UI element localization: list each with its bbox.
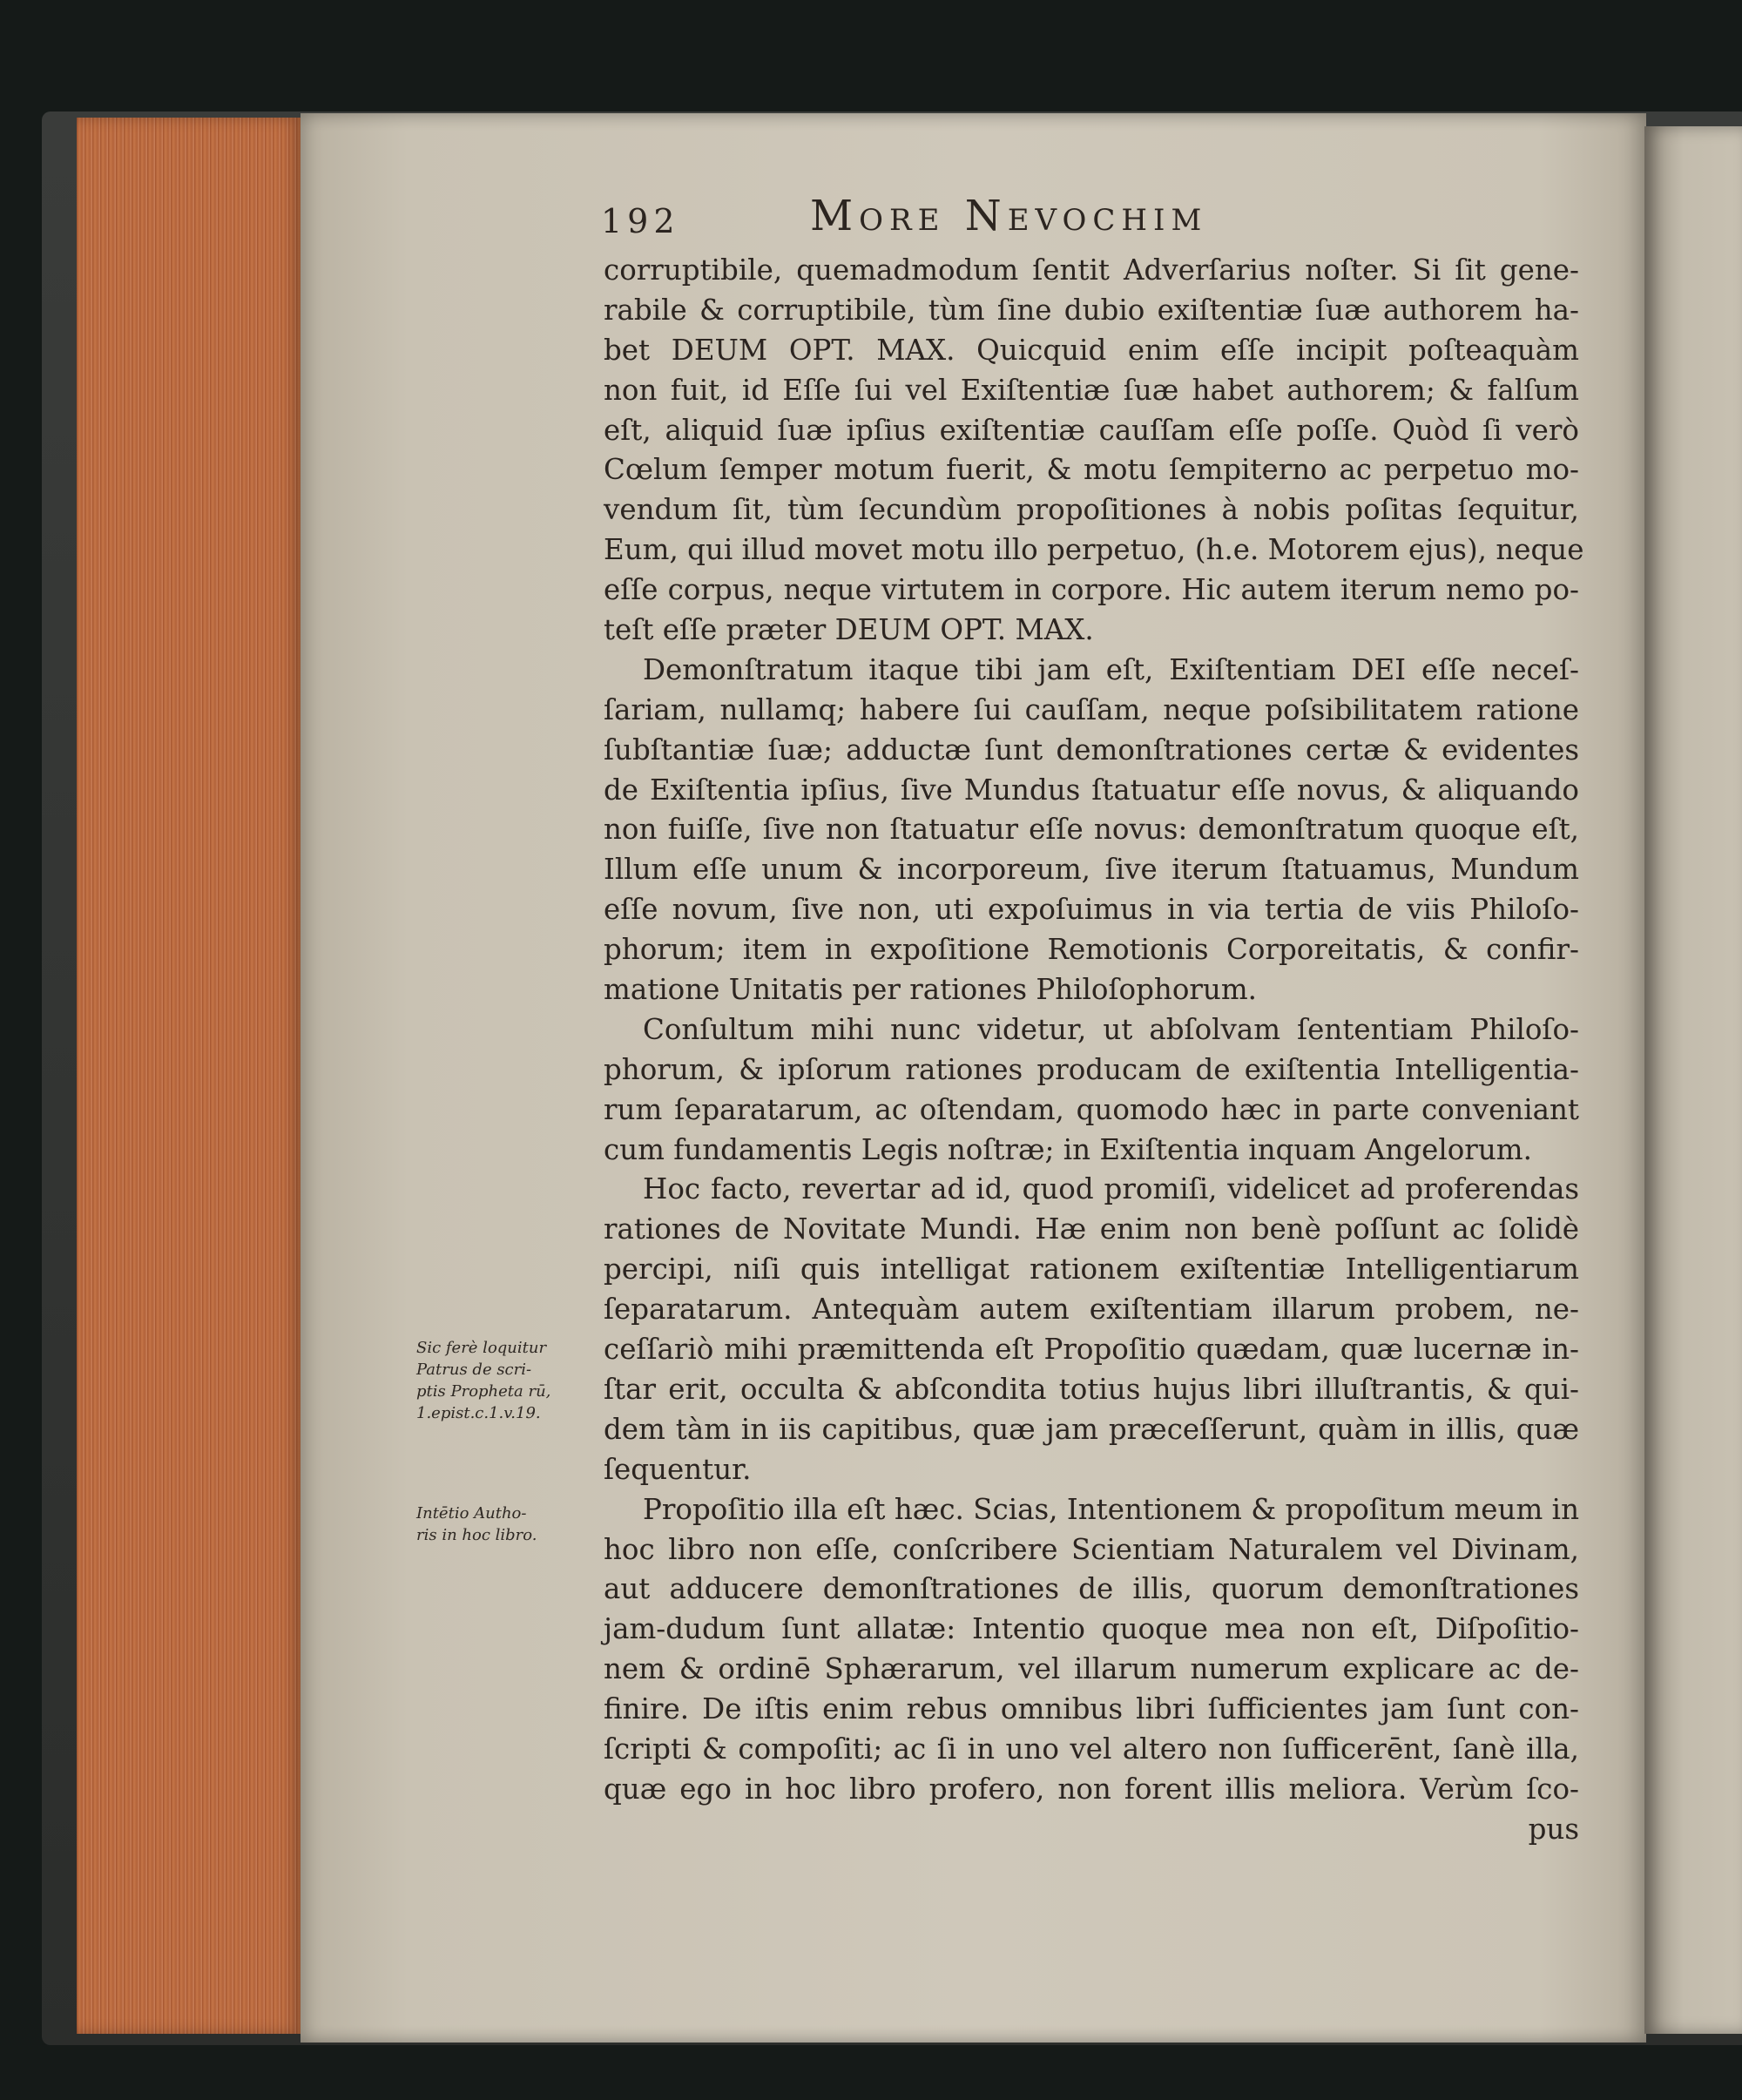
text-line: eſt, aliquid ſuæ ipſius exiſtentiæ cauſſam eſſe poſſe. Quòd ſi verò <box>604 413 1579 447</box>
text-line: jam-dudum ſunt allatæ: Intentio quoque mea non eſt, Diſpoſitio- <box>604 1612 1579 1646</box>
text-line: bet DEUM OPT. MAX. Quicquid enim eſſe incipit poſteaquàm <box>604 333 1579 367</box>
text-line: quæ ego in hoc libro profero, non forent illis meliora. Verùm ſco- <box>604 1772 1579 1806</box>
text-line: ſtar erit, occulta & abſcondita totius hujus libri illuſtrantis, & qui- <box>604 1372 1579 1406</box>
page-number: 192 <box>601 202 680 240</box>
sidenote-line: Sic ferè loquitur <box>416 1339 547 1357</box>
text-line: aut adducere demonſtrationes de illis, quorum demonſtrationes <box>604 1572 1579 1606</box>
sidenote-line: ris in hoc libro. <box>416 1526 537 1544</box>
text-line: ſeparatarum. Antequàm autem exiſtentiam illarum probem, ne- <box>604 1293 1579 1327</box>
running-head <box>601 193 1585 246</box>
sidenote-line: Patrus de scri- <box>416 1361 532 1379</box>
facing-page-edge <box>1644 126 1742 2034</box>
catchword: pus <box>1528 1812 1579 1846</box>
page-edges <box>77 118 303 2034</box>
text-line: ſubſtantiæ ſuæ; adductæ ſunt demonſtrationes certæ & evidentes <box>604 733 1579 766</box>
text-line: matione Unitatis per rationes Philoſophorum. <box>604 973 1258 1007</box>
text-line: Conſultum mihi nunc videtur, ut abſolvam ſententiam Philoſo- <box>643 1012 1579 1046</box>
text-line: nem & ordinē Sphærarum, vel illarum numerum explicare ac de- <box>604 1652 1579 1686</box>
sidenote-2 <box>416 1502 604 1546</box>
text-line: non fuiſſe, ſive non ſtatuatur eſſe novus: demonſtratum quoque eſt, <box>604 813 1579 847</box>
text-line: Propoſitio illa eſt hæc. Scias, Intentionem & propoſitum meum in <box>643 1492 1579 1526</box>
text-line: rum ſeparatarum, ac oſtendam, quomodo hæc in parte conveniant <box>604 1092 1579 1126</box>
text-line: teſt eſſe præter DEUM OPT. MAX. <box>604 613 1094 647</box>
text-line: rabile & corruptibile, tùm ſine dubio exiſtentiæ ſuæ authorem ha- <box>604 293 1579 327</box>
sidenote-line: Intētio Autho- <box>416 1504 527 1523</box>
text-line: phorum; item in expoſitione Remotionis Corporeitatis, & confir- <box>604 933 1579 967</box>
sidenote-line: ptis Propheta rū, <box>416 1382 551 1401</box>
text-line: Eum, qui illud movet motu illo perpetuo, (h.e. Motorem ejus), neque <box>604 533 1584 567</box>
text-line: eſſe novum, ſive non, uti expoſuimus in via tertia de viis Philoſo- <box>604 893 1579 927</box>
sidenote-1 <box>416 1337 604 1424</box>
text-line: eſſe corpus, neque virtutem in corpore. Hic autem iterum nemo po- <box>604 573 1579 607</box>
text-line: dem tàm in iis capitibus, quæ jam præceſſerunt, quàm in illis, quæ <box>604 1412 1579 1446</box>
text-line: Demonſtratum itaque tibi jam eſt, Exiſtentiam DEI eſſe neceſ- <box>643 652 1579 686</box>
sidenote-line: 1.epist.c.1.v.19. <box>416 1404 541 1422</box>
text-line: cum fundamentis Legis noſtræ; in Exiſtentia inquam Angelorum. <box>604 1132 1532 1166</box>
body-text <box>604 251 1584 1850</box>
text-line: vendum ſit, tùm ſecundùm propoſitiones à nobis poſitas ſequitur, <box>604 493 1579 527</box>
running-title: More Nevochim <box>810 192 1208 240</box>
text-line: Illum eſſe unum & incorporeum, ſive iterum ſtatuamus, Mundum <box>604 853 1579 887</box>
text-line: corruptibile, quemadmodum ſentit Adverſarius noſter. Si ſit gene- <box>604 253 1579 287</box>
text-line: ſcripti & compoſiti; ac ſi in uno vel altero non ſufficerēnt, ſanè illa, <box>604 1732 1579 1766</box>
text-line: ſequentur. <box>604 1452 752 1486</box>
text-line: de Exiſtentia ipſius, ſive Mundus ſtatuatur eſſe novus, & aliquando <box>604 773 1579 807</box>
text-line: ſariam, nullamq; habere ſui cauſſam, neque poſsibilitatem ratione <box>604 692 1579 726</box>
text-line: percipi, niſi quis intelligat rationem exiſtentiæ Intelligentiarum <box>604 1253 1579 1286</box>
text-line: phorum, & ipſorum rationes producam de exiſtentia Intelligentia- <box>604 1052 1579 1086</box>
text-line: finire. De iſtis enim rebus omnibus libri ſufficientes jam ſunt con- <box>604 1692 1579 1726</box>
text-line: Hoc facto, revertar ad id, quod promiſi, videlicet ad proferendas <box>643 1172 1579 1206</box>
text-line: hoc libro non eſſe, conſcribere Scientiam Naturalem vel Divinam, <box>604 1532 1579 1566</box>
text-line: non fuit, id Eſſe ſui vel Exiſtentiæ ſuæ habet authorem; & falſum <box>604 373 1579 407</box>
text-line: ceſſariò mihi præmittenda eſt Propoſitio quædam, quæ lucernæ in- <box>604 1333 1579 1367</box>
text-line: Cœlum ſemper motum fuerit, & motu ſempiterno ac perpetuo mo- <box>604 453 1579 487</box>
text-line: rationes de Novitate Mundi. Hæ enim non benè poſſunt ac ſolidè <box>604 1212 1579 1246</box>
